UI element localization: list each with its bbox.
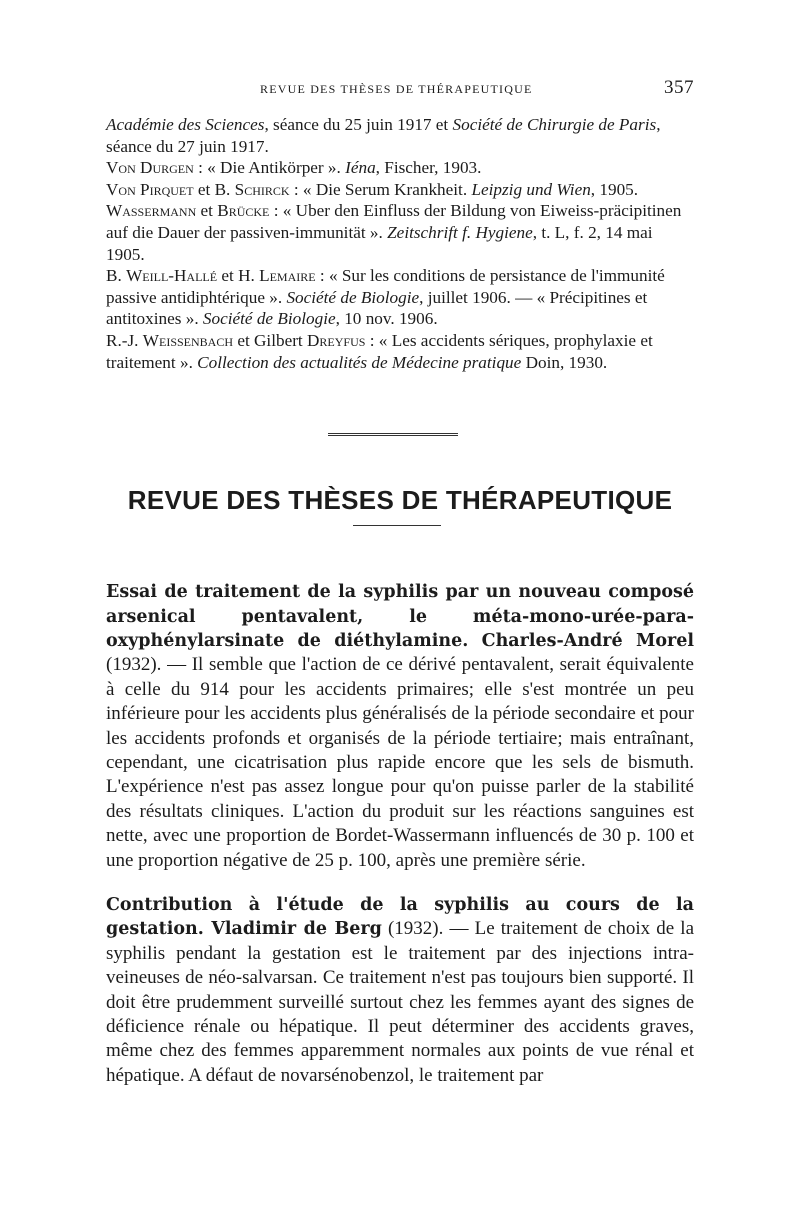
publication-title: Académie des Sciences xyxy=(106,115,265,134)
reference-text: , séance du 27 juin 1917. xyxy=(106,115,661,156)
thesis-year: (1932). xyxy=(381,918,444,940)
publication-title: Iéna xyxy=(345,158,376,178)
reference-text: : « Die Antikörper ». xyxy=(193,158,346,178)
reference-text: R.-J. xyxy=(106,330,143,350)
publication-title: Société de Chirurgie de Paris xyxy=(452,115,657,134)
reference-text: : « Les accidents sériques, prophylaxie et traitement ». xyxy=(106,330,653,372)
reference-entry xyxy=(106,200,694,265)
reference-text: , t. L, f. 2, 14 mai 1905. xyxy=(106,222,653,264)
reference-text: : « Sur les conditions de persistance de l'immunité passive antidiphtérique ». xyxy=(106,266,665,307)
reference-text: Doin, 1930. xyxy=(521,352,608,372)
author-name: Brücke xyxy=(217,201,270,221)
reference-entry xyxy=(106,330,694,373)
reference-text: , séance du 25 juin 1917 et xyxy=(264,115,453,134)
section-title: REVUE DES THÈSES DE THÉRAPEUTIQUE xyxy=(127,485,673,516)
author-name: Schirck xyxy=(234,179,290,199)
document-page xyxy=(106,72,694,1088)
thesis-heading: Contribution à l'étude de la syphilis au cours de la gestation. Vladimir de Berg xyxy=(106,895,694,940)
title-underline xyxy=(353,525,441,526)
thesis-heading: Essai de traitement de la syphilis par un nouveau composé arsenical pentavalent, le méta-mono-urée-para-oxyphénylarsinate de diéthylamine. Charles-André Morel xyxy=(106,582,694,651)
reference-text: : « Uber den Einfluss der Bildung von Eiweiss-präcipitinen auf die Dauer der passiven-immunität ». xyxy=(106,201,682,242)
author-name: Von Durgen xyxy=(106,158,194,178)
author-name: Lemaire xyxy=(259,266,316,286)
reference-text: , juillet 1906. — « Précipitines et antitoxines ». xyxy=(106,287,648,329)
reference-text: , 10 nov. 1906. xyxy=(335,309,438,329)
author-name: Von Pirquet xyxy=(106,179,194,199)
author-name: Dreyfus xyxy=(307,330,366,350)
publication-title: Collection des actualités de Médecine pratique xyxy=(197,352,522,372)
thesis-entry xyxy=(106,893,694,1088)
reference-text: et H. xyxy=(217,266,260,286)
reference-entry xyxy=(106,157,694,179)
thesis-body: — Il semble que l'action de ce dérivé pentavalent, serait équivalente à celle du 914 pour les accidents primaires; elle s'est montrée un peu inférieure pour les accidents plus généralisés de la période secondaire et pour les accidents profonds et organisés de la période tertiaire; mais entraînant, cependant, une cicatrisation plus rapide encore que les sels de bismuth. L'expérience n'est pas assez longue pour qu'on puisse parler de la stabilité des résultats cliniques. L'action du produit sur les réactions sanguines est nette, avec une proportion de Bordet-Wassermann influencés de 30 p. 100 et une proportion négative de 25 p. 100, après une première série. xyxy=(106,654,694,871)
page-number: 357 xyxy=(664,77,694,98)
page-header xyxy=(106,72,694,102)
publication-title: Société de Biologie xyxy=(286,287,420,307)
reference-text: et xyxy=(196,201,218,221)
thesis-year: (1932). xyxy=(106,654,162,676)
author-name: Weill-Hallé xyxy=(126,266,218,286)
thesis-body: — Le traitement de choix de la syphilis pendant la gestation est le traitement par des injections intra-veineuses de néo-salvarsan. Ce traitement n'est pas toujours bien supporté. Il doit être prudemment surveillé surtout chez les femmes ayant des signes de déficience rénale ou hépatique. Il peut déterminer des accidents graves, même chez des femmes apparemment normales aux points de vue rénal et hépatique. A défaut de novarsénobenzol, le traitement par xyxy=(106,918,695,1086)
author-name: Wassermann xyxy=(106,201,197,221)
running-title: REVUE DES THÈSES DE THÉRAPEUTIQUE xyxy=(260,82,533,96)
publication-title: Société de Biologie xyxy=(202,309,336,329)
thesis-entry xyxy=(106,580,694,873)
reference-text: et Gilbert xyxy=(233,330,307,350)
reference-entry xyxy=(106,179,694,201)
reference-text: , Fischer, 1903. xyxy=(375,158,482,178)
reference-text: B. xyxy=(106,266,127,286)
author-name: Weissenbach xyxy=(142,330,234,350)
reference-text: : « Die Serum Krankheit. xyxy=(289,179,472,199)
publication-title: Leipzig und Wien xyxy=(471,179,591,199)
reference-entry xyxy=(106,114,694,157)
reference-text: et B. xyxy=(193,179,235,199)
reference-entry xyxy=(106,265,694,330)
publication-title: Zeitschrift f. Hygiene xyxy=(387,222,533,242)
bibliography xyxy=(106,114,694,373)
section-separator xyxy=(328,433,458,436)
reference-text: , 1905. xyxy=(590,179,639,199)
